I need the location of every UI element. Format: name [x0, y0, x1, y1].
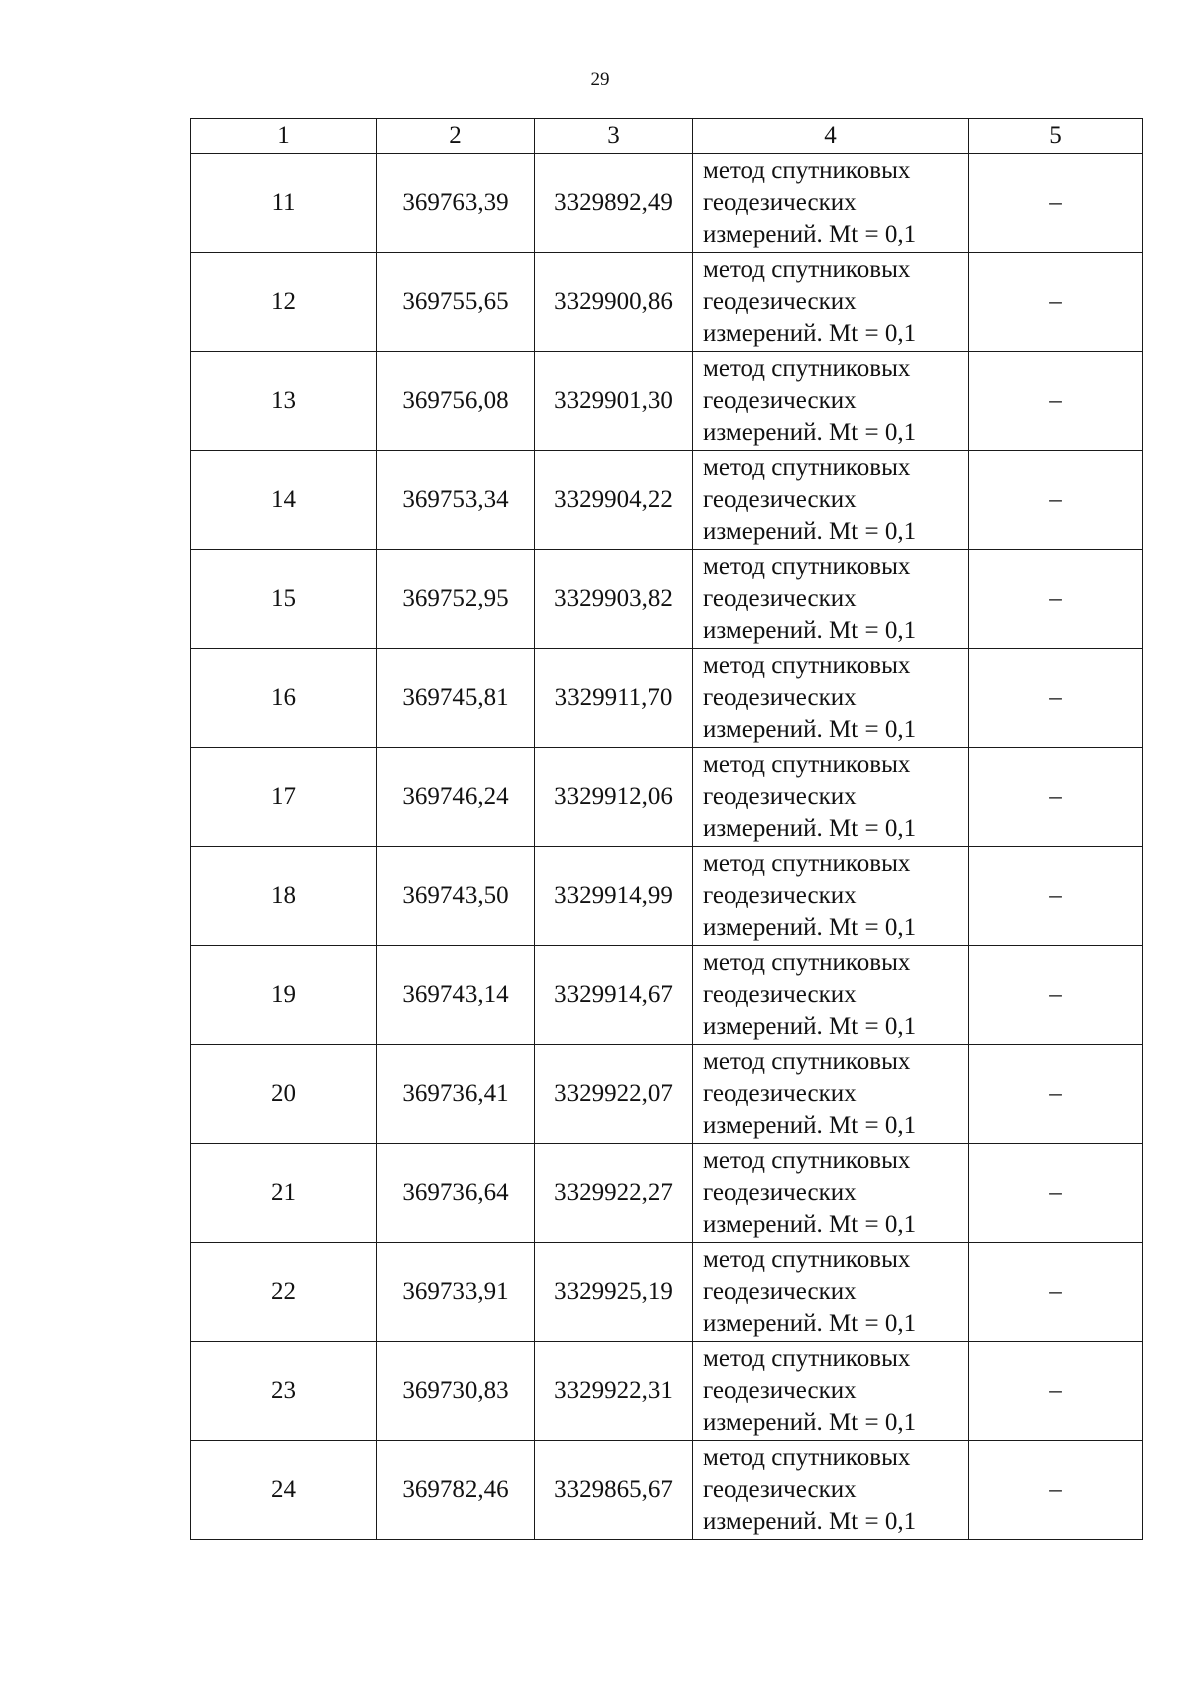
coordinates-table — [190, 118, 1143, 1540]
y-coordinate-cell: 3329900,86 — [535, 253, 693, 352]
table-row — [191, 847, 1143, 946]
y-coordinate-cell: 3329911,70 — [535, 649, 693, 748]
table-row — [191, 1243, 1143, 1342]
note-cell: – — [969, 1045, 1143, 1144]
point-number-cell: 11 — [191, 154, 377, 253]
point-number-cell: 19 — [191, 946, 377, 1045]
y-coordinate-cell: 3329914,67 — [535, 946, 693, 1045]
note-cell: – — [969, 1144, 1143, 1243]
x-coordinate-cell: 369736,64 — [377, 1144, 535, 1243]
method-cell: метод спутниковых геодезических измерений. Mt = 0,1 — [693, 1144, 969, 1243]
x-coordinate-cell: 369763,39 — [377, 154, 535, 253]
x-coordinate-cell: 369746,24 — [377, 748, 535, 847]
column-header-1: 1 — [191, 119, 377, 154]
table-row — [191, 1045, 1143, 1144]
point-number-cell: 13 — [191, 352, 377, 451]
note-cell: – — [969, 352, 1143, 451]
note-cell: – — [969, 649, 1143, 748]
y-coordinate-cell: 3329922,07 — [535, 1045, 693, 1144]
note-cell: – — [969, 748, 1143, 847]
y-coordinate-cell: 3329914,99 — [535, 847, 693, 946]
y-coordinate-cell: 3329904,22 — [535, 451, 693, 550]
point-number-cell: 24 — [191, 1441, 377, 1540]
table-row — [191, 352, 1143, 451]
x-coordinate-cell: 369743,50 — [377, 847, 535, 946]
method-cell: метод спутниковых геодезических измерений. Mt = 0,1 — [693, 1243, 969, 1342]
method-cell: метод спутниковых геодезических измерений. Mt = 0,1 — [693, 1441, 969, 1540]
x-coordinate-cell: 369752,95 — [377, 550, 535, 649]
method-cell: метод спутниковых геодезических измерений. Mt = 0,1 — [693, 946, 969, 1045]
x-coordinate-cell: 369756,08 — [377, 352, 535, 451]
y-coordinate-cell: 3329865,67 — [535, 1441, 693, 1540]
table-header-row — [191, 119, 1143, 154]
point-number-cell: 17 — [191, 748, 377, 847]
x-coordinate-cell: 369745,81 — [377, 649, 535, 748]
point-number-cell: 20 — [191, 1045, 377, 1144]
column-header-4: 4 — [693, 119, 969, 154]
x-coordinate-cell: 369753,34 — [377, 451, 535, 550]
method-cell: метод спутниковых геодезических измерений. Mt = 0,1 — [693, 253, 969, 352]
point-number-cell: 15 — [191, 550, 377, 649]
page-number: 29 — [590, 69, 610, 90]
table-row — [191, 946, 1143, 1045]
table-row — [191, 253, 1143, 352]
y-coordinate-cell: 3329892,49 — [535, 154, 693, 253]
method-cell: метод спутниковых геодезических измерений. Mt = 0,1 — [693, 1342, 969, 1441]
y-coordinate-cell: 3329922,27 — [535, 1144, 693, 1243]
table-row — [191, 550, 1143, 649]
method-cell: метод спутниковых геодезических измерений. Mt = 0,1 — [693, 649, 969, 748]
point-number-cell: 23 — [191, 1342, 377, 1441]
method-cell: метод спутниковых геодезических измерений. Mt = 0,1 — [693, 352, 969, 451]
y-coordinate-cell: 3329912,06 — [535, 748, 693, 847]
column-header-3: 3 — [535, 119, 693, 154]
table-row — [191, 451, 1143, 550]
method-cell: метод спутниковых геодезических измерений. Mt = 0,1 — [693, 748, 969, 847]
y-coordinate-cell: 3329925,19 — [535, 1243, 693, 1342]
note-cell: – — [969, 1441, 1143, 1540]
point-number-cell: 21 — [191, 1144, 377, 1243]
x-coordinate-cell: 369736,41 — [377, 1045, 535, 1144]
table-row — [191, 748, 1143, 847]
point-number-cell: 12 — [191, 253, 377, 352]
point-number-cell: 18 — [191, 847, 377, 946]
method-cell: метод спутниковых геодезических измерений. Mt = 0,1 — [693, 847, 969, 946]
column-header-5: 5 — [969, 119, 1143, 154]
method-cell: метод спутниковых геодезических измерений. Mt = 0,1 — [693, 1045, 969, 1144]
note-cell: – — [969, 253, 1143, 352]
table-row — [191, 1144, 1143, 1243]
point-number-cell: 22 — [191, 1243, 377, 1342]
y-coordinate-cell: 3329922,31 — [535, 1342, 693, 1441]
note-cell: – — [969, 847, 1143, 946]
x-coordinate-cell: 369782,46 — [377, 1441, 535, 1540]
column-header-2: 2 — [377, 119, 535, 154]
note-cell: – — [969, 1342, 1143, 1441]
table-row — [191, 1441, 1143, 1540]
x-coordinate-cell: 369755,65 — [377, 253, 535, 352]
y-coordinate-cell: 3329901,30 — [535, 352, 693, 451]
table-row — [191, 649, 1143, 748]
note-cell: – — [969, 451, 1143, 550]
point-number-cell: 16 — [191, 649, 377, 748]
note-cell: – — [969, 946, 1143, 1045]
note-cell: – — [969, 154, 1143, 253]
x-coordinate-cell: 369733,91 — [377, 1243, 535, 1342]
point-number-cell: 14 — [191, 451, 377, 550]
note-cell: – — [969, 550, 1143, 649]
table-row — [191, 1342, 1143, 1441]
note-cell: – — [969, 1243, 1143, 1342]
x-coordinate-cell: 369730,83 — [377, 1342, 535, 1441]
y-coordinate-cell: 3329903,82 — [535, 550, 693, 649]
method-cell: метод спутниковых геодезических измерений. Mt = 0,1 — [693, 550, 969, 649]
table-row — [191, 154, 1143, 253]
x-coordinate-cell: 369743,14 — [377, 946, 535, 1045]
method-cell: метод спутниковых геодезических измерений. Mt = 0,1 — [693, 154, 969, 253]
method-cell: метод спутниковых геодезических измерений. Mt = 0,1 — [693, 451, 969, 550]
